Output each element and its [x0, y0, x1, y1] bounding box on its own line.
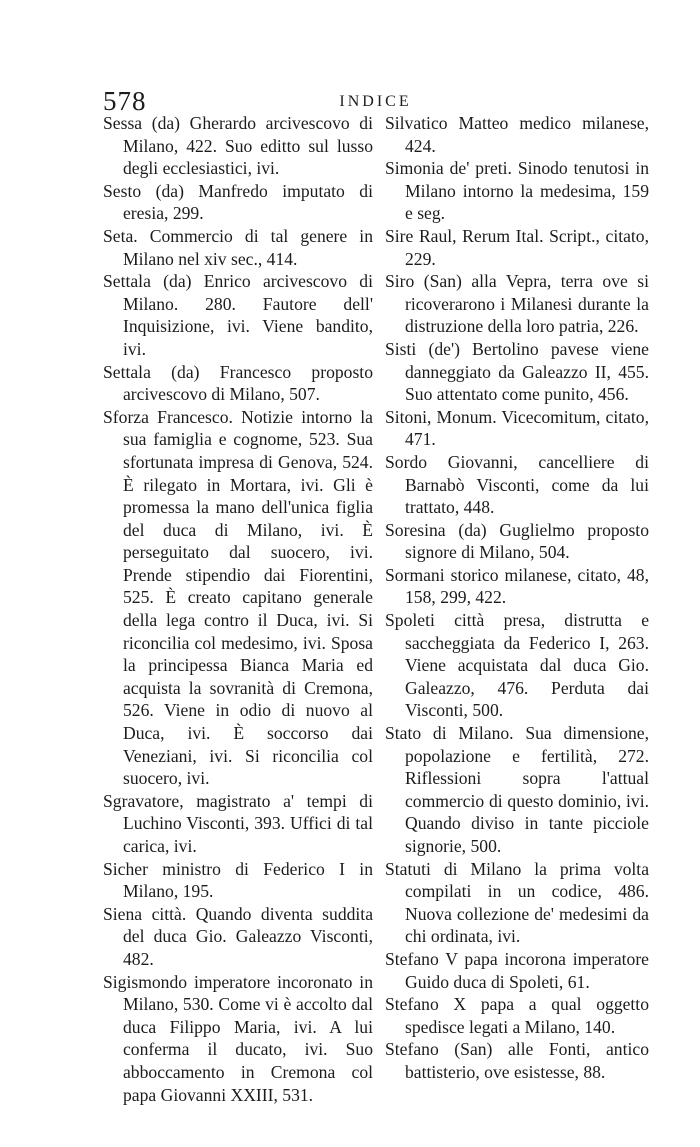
- index-entry: Stato di Milano. Sua dimensione, popolazione e fertilità, 272. Riflessioni sopra l'attual commercio di questo dominio, ivi. Quando diviso in tante picciole signorie, 500.: [385, 723, 649, 856]
- index-entry: Stefano (San) alle Fonti, antico battisterio, ove esistesse, 88.: [385, 1039, 649, 1082]
- index-entry: Sigismondo imperatore incoronato in Milano, 530. Come vi è accolto dal duca Filippo Maria, ivi. A lui conferma il ducato, ivi. Suo abboccamento in Cremona col papa Giovanni XXIII, 531.: [103, 971, 373, 1105]
- index-entry: Sisti (de') Bertolino pavese viene danneggiato da Galeazzo II, 455. Suo attentato come punito, 456.: [385, 338, 649, 405]
- index-entry: Sire Raul, Rerum Ital. Script., citato, 229.: [385, 225, 649, 269]
- index-entry: Sforza Francesco. Notizie intorno la sua famiglia e cognome, 523. Sua sfortunata impresa di Genova, 524. È rilegato in Mortara, ivi. Gli è promessa la mano dell'unica figlia del duca di Milano, ivi. È perseguitato dal suocero, ivi. Prende stipendio dai Fiorentini, 525. È creato capitano generale della lega contro il Duca, ivi. Si riconcilia col medesimo, ivi. Sposa la principessa Bianca Maria ed acquista la sovranità di Cremona, 526. Viene in odio di nuovo al Duca, ivi. È soccorso dai Veneziani, ivi. Si riconcilia col suocero, ivi.: [103, 406, 373, 789]
- index-entry: Sessa (da) Gherardo arcivescovo di Milano, 422. Suo editto sul lusso degli ecclesiastici, ivi.: [103, 113, 373, 179]
- index-entry: Sormani storico milanese, citato, 48, 158, 299, 422.: [385, 564, 649, 608]
- index-entry: Sgravatore, magistrato a' tempi di Luchino Visconti, 393. Uffici di tal carica, ivi.: [103, 790, 373, 856]
- index-entry: Soresina (da) Guglielmo proposto signore di Milano, 504.: [385, 519, 649, 563]
- index-column-left: [103, 112, 373, 1106]
- running-title: INDICE: [339, 93, 412, 110]
- index-entry: Simonia de' preti. Sinodo tenutosi in Milano intorno la medesima, 159 e seg.: [385, 158, 649, 224]
- index-column-right: [385, 112, 649, 1084]
- index-entry: Sitoni, Monum. Vicecomitum, citato, 471.: [385, 406, 649, 450]
- index-entry: Sesto (da) Manfredo imputato di eresia, 299.: [103, 180, 373, 224]
- index-entry: Siena città. Quando diventa suddita del duca Gio. Galeazzo Visconti, 482.: [103, 903, 373, 969]
- index-entry: Stefano X papa a qual oggetto spedisce legati a Milano, 140.: [385, 994, 649, 1037]
- index-entry: Statuti di Milano la prima volta compilati in un codice, 486. Nuova collezione de' medesimi da chi ordinata, ivi.: [385, 858, 649, 947]
- page-number: 578: [103, 86, 147, 116]
- index-entry: Silvatico Matteo medico milanese, 424.: [385, 113, 649, 156]
- index-entry: Siro (San) alla Vepra, terra ove si ricoverarono i Milanesi durante la distruzione della loro patria, 226.: [385, 271, 649, 337]
- index-entry: Settala (da) Enrico arcivescovo di Milano. 280. Fautore dell' Inquisizione, ivi. Viene bandito, ivi.: [103, 271, 373, 359]
- index-entry: Stefano V papa incorona imperatore Guido duca di Spoleti, 61.: [385, 948, 649, 992]
- index-entry: Settala (da) Francesco proposto arcivescovo di Milano, 507.: [103, 361, 373, 405]
- index-entry: Sicher ministro di Federico I in Milano, 195.: [103, 858, 373, 902]
- index-entry: Spoleti città presa, distrutta e saccheggiata da Federico I, 263. Viene acquistata dal duca Gio. Galeazzo, 476. Perduta dai Visconti, 500.: [385, 610, 649, 721]
- index-entry: Seta. Commercio di tal genere in Milano nel xiv sec., 414.: [103, 225, 373, 269]
- index-entry: Sordo Giovanni, cancelliere di Barnabò Visconti, come da lui trattato, 448.: [385, 451, 649, 518]
